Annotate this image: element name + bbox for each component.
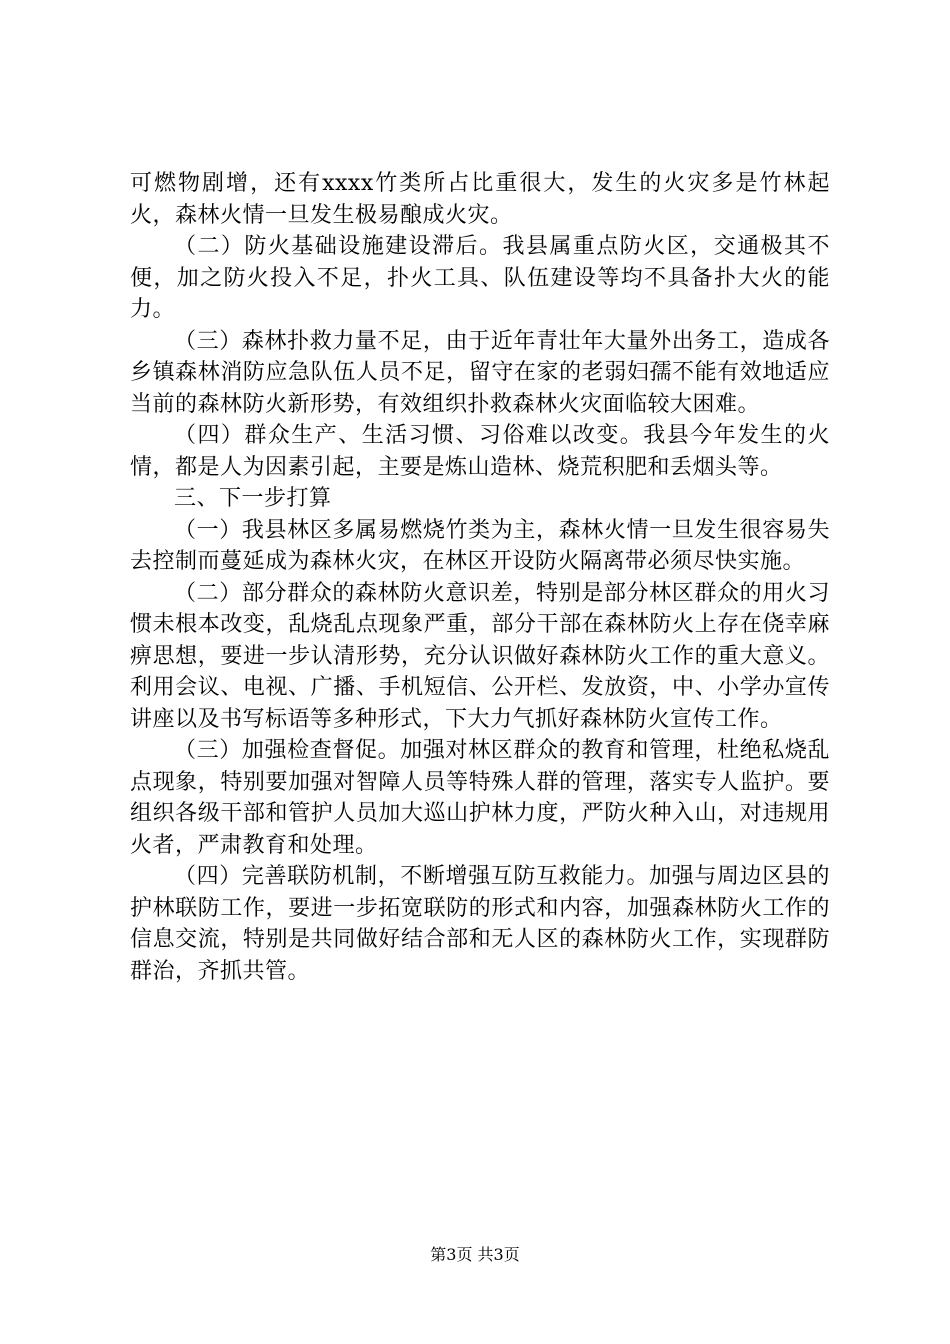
paragraph-joint-defense: （四）完善联防机制，不断增强互防互救能力。加强与周边区县的护林联防工作，要进一步拓宽联防的形式和内容，加强森林防火工作的信息交流，特别是共同做好结合部和无人区的森林防火工作，实现群防群治，齐抓共管。 (130, 864, 830, 984)
paragraph-awareness: （二）部分群众的森林防火意识差，特别是部分林区群众的用火习惯未根本改变，乱烧乱点现象严重，部分干部在森林防火上存在侥幸麻痹思想，要进一步认清形势，充分认识做好森林防火工作的重大意义。利用会议、电视、广播、手机短信、公开栏、发放资，中、小学办宣传讲座以及书写标语等多种形式，下大力气抓好森林防火宣传工作。 (130, 580, 830, 732)
document-body (130, 168, 830, 987)
paragraph-infrastructure: （二）防火基础设施建设滞后。我县属重点防火区，交通极其不便，加之防火投入不足，扑火工具、队伍建设等均不具备扑大火的能力。 (130, 234, 830, 322)
paragraph-continuation: 可燃物剧增，还有xxxx竹类所占比重很大，发生的火灾多是竹林起火，森林火情一旦发生极易酿成火灾。 (130, 171, 830, 228)
paragraph-inspection: （三）加强检查督促。加强对林区群众的教育和管理，杜绝私烧乱点现象，特别要加强对智障人员等特殊人群的管理，落实专人监护。要组织各级干部和管护人员加大巡山护林力度，严防火种入山，对违规用火者，严肃教育和处理。 (130, 738, 830, 858)
page-number-footer: 第3页 共3页 (430, 1245, 520, 1264)
section-heading-next-steps: 三、下一步打算 (174, 486, 332, 511)
paragraph-customs: （四）群众生产、生活习惯、习俗难以改变。我县今年发生的火情，都是人为因素引起，主要是炼山造林、烧荒积肥和丢烟头等。 (130, 423, 830, 480)
paragraph-firebreak: （一）我县林区多属易燃烧竹类为主，森林火情一旦发生很容易失去控制而蔓延成为森林火灾，在林区开设防火隔离带必须尽快实施。 (130, 517, 830, 574)
paragraph-firefighting-force: （三）森林扑救力量不足，由于近年青壮年大量外出务工，造成各乡镇森林消防应急队伍人员不足，留守在家的老弱妇孺不能有效地适应当前的森林防火新形势，有效组织扑救森林火灾面临较大困难。 (130, 328, 830, 417)
